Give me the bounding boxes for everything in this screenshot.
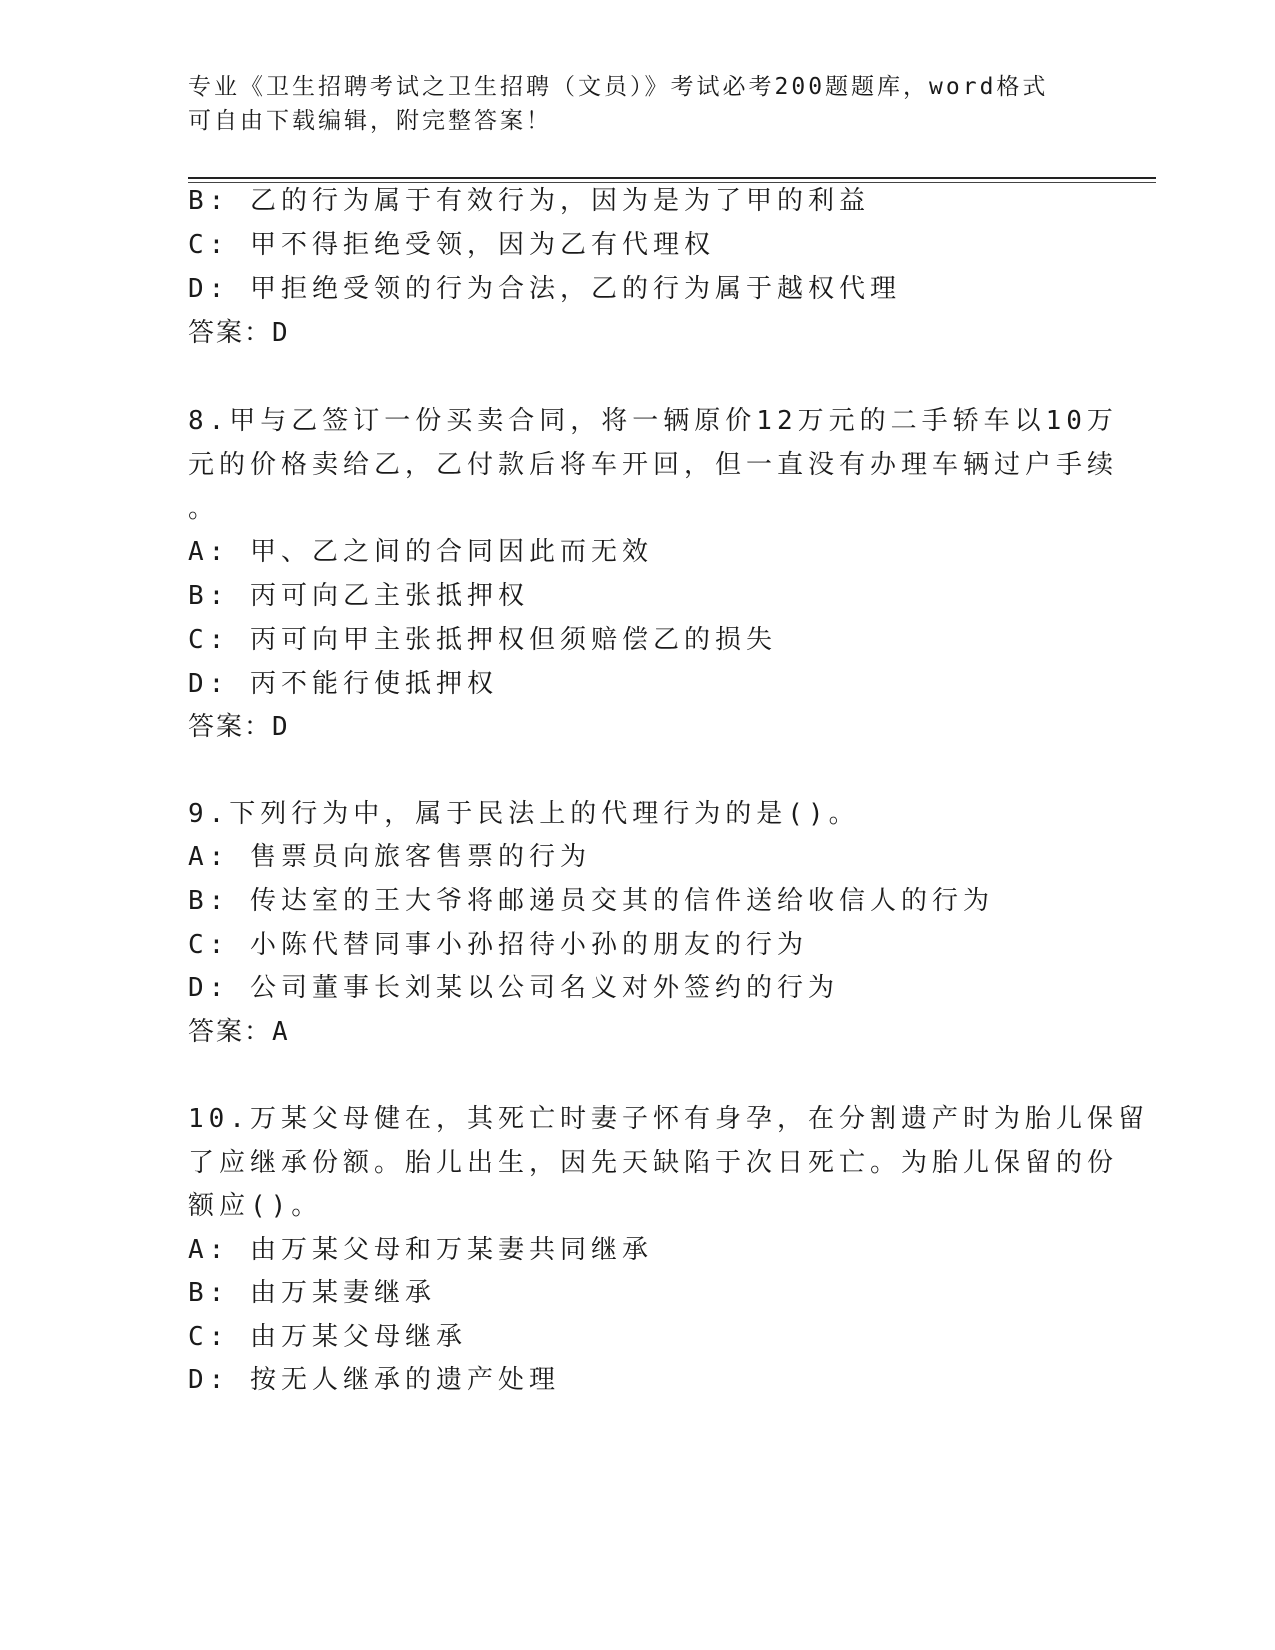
q9-text-line-1: 9.下列行为中，属于民法上的代理行为的是()。 <box>188 799 860 829</box>
q10-text-line-1: 10.万某父母健在，其死亡时妻子怀有身孕，在分割遗产时为胎儿保留 <box>188 1104 1149 1134</box>
q8-text-line-1: 8.甲与乙签订一份买卖合同，将一辆原价12万元的二手轿车以10万 <box>188 406 1118 436</box>
q9-answer: 答案：A <box>188 1017 290 1047</box>
q10-option-d: D: 按无人继承的遗产处理 <box>188 1365 560 1395</box>
q8-option-a: A: 甲、乙之间的合同因此而无效 <box>188 537 653 567</box>
q10-text-line-2: 了应继承份额。胎儿出生，因先天缺陷于次日死亡。为胎儿保留的份 <box>188 1148 1119 1178</box>
q8-text-line-3: 。 <box>188 494 220 524</box>
q8-text-line-2: 元的价格卖给乙，乙付款后将车开回，但一直没有办理车辆过户手续 <box>188 450 1119 480</box>
q7-answer: 答案：D <box>188 318 290 348</box>
q9-option-d: D: 公司董事长刘某以公司名义对外签约的行为 <box>188 973 839 1003</box>
q7-option-d: D: 甲拒绝受领的行为合法，乙的行为属于越权代理 <box>188 274 901 304</box>
document-header: 专业《卫生招聘考试之卫生招聘（文员）》考试必考200题题库，word格式可自由下载编辑，附完整答案！ <box>188 74 1049 134</box>
q9-option-a: A: 售票员向旅客售票的行为 <box>188 842 591 872</box>
q10-option-a: A: 由万某父母和万某妻共同继承 <box>188 1235 653 1265</box>
q9-option-b: B: 传达室的王大爷将邮递员交其的信件送给收信人的行为 <box>188 886 994 916</box>
q8-option-c: C: 丙可向甲主张抵押权但须赔偿乙的损失 <box>188 625 777 655</box>
q10-option-c: C: 由万某父母继承 <box>188 1322 467 1352</box>
q8-option-b: B: 丙可向乙主张抵押权 <box>188 581 529 611</box>
q8-answer: 答案：D <box>188 712 290 742</box>
q7-option-b: B: 乙的行为属于有效行为，因为是为了甲的利益 <box>188 186 870 216</box>
q9-option-c: C: 小陈代替同事小孙招待小孙的朋友的行为 <box>188 930 808 960</box>
q8-option-d: D: 丙不能行使抵押权 <box>188 669 498 699</box>
q10-option-b: B: 由万某妻继承 <box>188 1278 436 1308</box>
q10-text-line-3: 额应()。 <box>188 1191 323 1221</box>
q7-option-c: C: 甲不得拒绝受领，因为乙有代理权 <box>188 230 715 260</box>
